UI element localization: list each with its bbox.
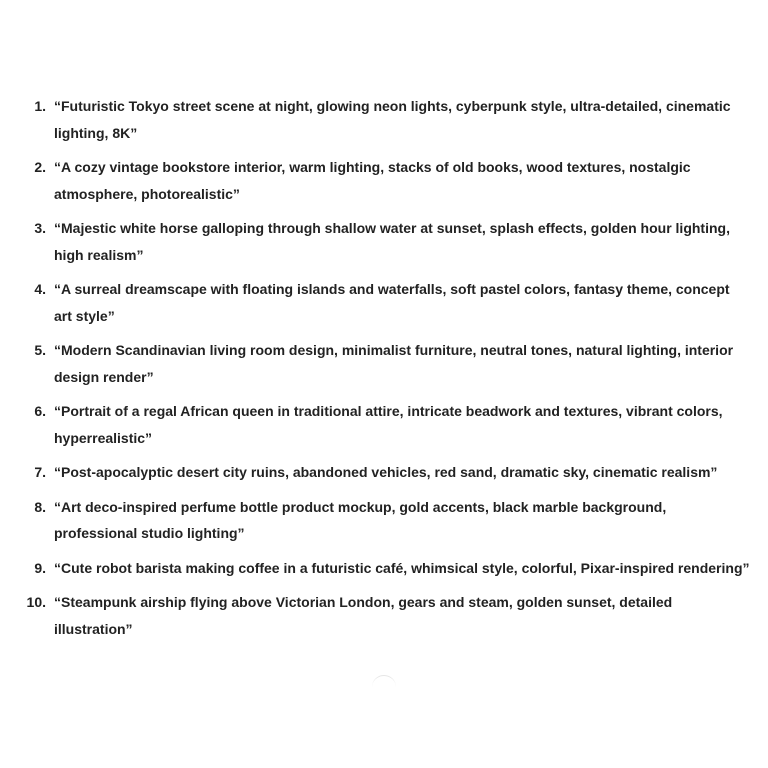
list-item-text: “A surreal dreamscape with floating islands and waterfalls, soft pastel colors, fantasy theme, concept art style”	[54, 281, 730, 324]
list-item-text: “A cozy vintage bookstore interior, warm lighting, stacks of old books, wood textures, nostalgic atmosphere, photorealistic”	[54, 159, 691, 202]
list-item	[20, 494, 750, 547]
list-item-number: 2.	[34, 159, 46, 175]
list-item-text: “Cute robot barista making coffee in a futuristic café, whimsical style, colorful, Pixar-inspired rendering”	[54, 559, 750, 576]
list-item-number: 8.	[34, 498, 46, 515]
list-item-text: “Post-apocalyptic desert city ruins, abandoned vehicles, red sand, dramatic sky, cinematic realism”	[54, 464, 718, 480]
list-item	[20, 276, 750, 329]
list-item-number: 1.	[34, 98, 46, 114]
list-item-text: “Modern Scandinavian living room design, minimalist furniture, neutral tones, natural lighting, interior design render”	[54, 342, 734, 385]
list-item	[20, 337, 750, 390]
list-item-text: “Majestic white horse galloping through shallow water at sunset, splash effects, golden hour lighting, high realism”	[54, 220, 730, 263]
list-item-text: “Art deco-inspired perfume bottle product mockup, gold accents, black marble background, professional studio lighting”	[54, 498, 667, 541]
list-item-number: 9.	[34, 559, 46, 576]
list-item-text: “Portrait of a regal African queen in traditional attire, intricate beadwork and textures, vibrant colors, hyperrealistic”	[54, 403, 723, 446]
list-item-text: “Futuristic Tokyo street scene at night, glowing neon lights, cyberpunk style, ultra-detailed, cinematic lighting, 8K”	[54, 98, 731, 141]
list-item	[20, 398, 750, 451]
list-item-number: 5.	[34, 342, 46, 358]
scroll-down-icon[interactable]	[372, 675, 396, 699]
list-item	[20, 589, 750, 642]
list-item-number: 6.	[34, 403, 46, 419]
list-item	[20, 459, 750, 486]
list-item	[20, 93, 750, 146]
list-item	[20, 555, 750, 582]
list-item-number: 4.	[34, 281, 46, 297]
list-item-number: 7.	[34, 464, 46, 480]
prompt-list	[20, 93, 750, 650]
list-item	[20, 215, 750, 268]
list-item-number: 10.	[26, 594, 46, 610]
list-item-text: “Steampunk airship flying above Victorian London, gears and steam, golden sunset, detailed illustration”	[54, 594, 673, 637]
list-item-number: 3.	[34, 220, 46, 236]
list-item	[20, 154, 750, 207]
